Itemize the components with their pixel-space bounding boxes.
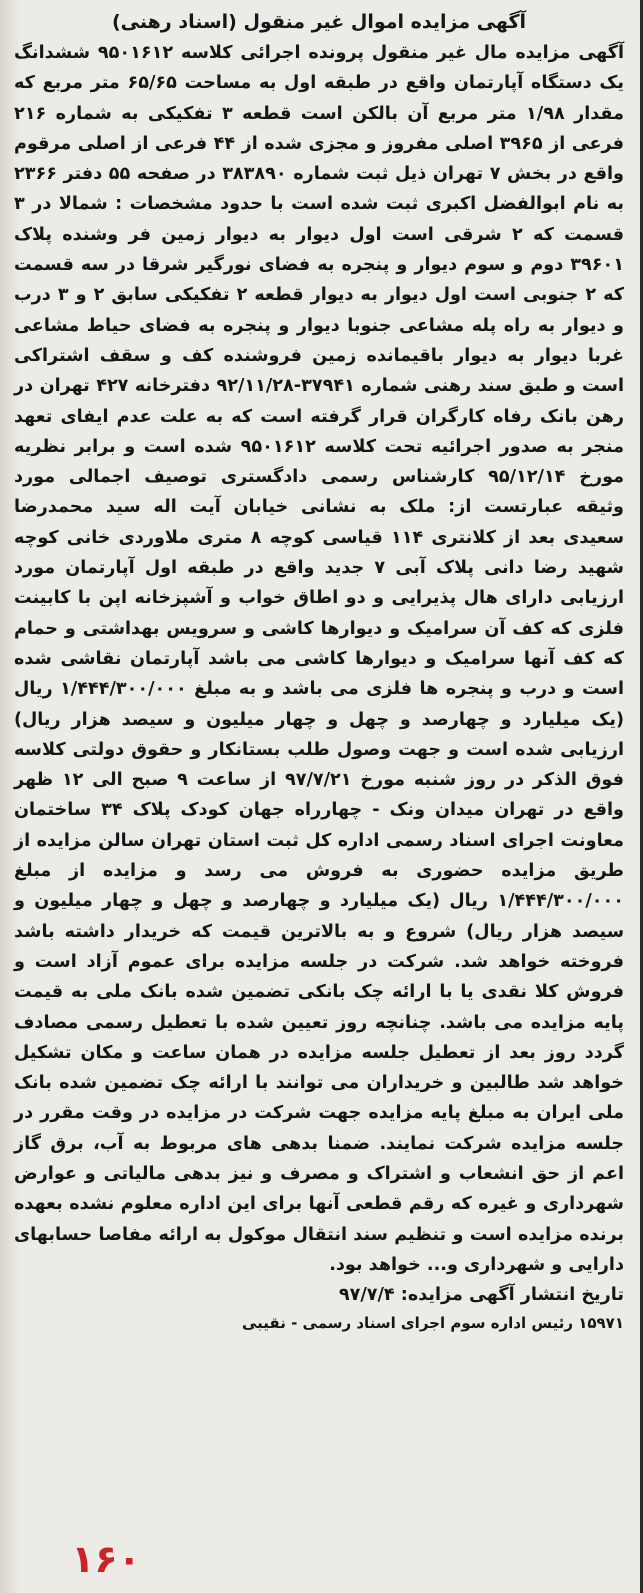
notice-body: آگهی مزایده مال غیر منقول پرونده اجرائی کلاسه ۹۵۰۱۶۱۲ ششدانگ یک دستگاه آپارتمان واقع در طبقه اول به مساحت ۶۵/۶۵ متر مربع که مقدار ۱/۹۸ متر مربع آن بالکن است قطعه ۳ تفکیکی به شماره ۲۱۶ فرعی از ۳۹۶۵ اصلی مفروز و مجزی شده از ۴۴ فرعی از اصلی مرقوم واقع در بخش ۷ تهران ذیل ثبت شماره ۳۸۳۸۹۰ در صفحه ۵۵ دفتر ۲۳۶۶ به نام ابوالفضل اکبری ثبت شده است با حدود مشخصات : شمالا در ۳ قسمت که ۲ شرقی است اول دیوار به دیوار زمین فر وشنده پلاک ۳۹۶۰۱ دوم و سوم دیوار و پنجره به فضای نورگیر شرقا در سه قسمت که ۲ جنوبی است اول دیوار به دیوار قطعه ۲ تفکیکی سابق ۲ و ۳ درب و دیوار به راه پله مشاعی جنوبا دیوار و پنجره به فضای حیاط مشاعی غربا دیوار به دیوار باقیمانده زمین فروشنده کف و سقف اشتراکی است و طبق سند رهنی شماره ۳۷۹۴۱-۹۲/۱۱/۲۸ دفترخانه ۴۲۷ تهران در رهن بانک رفاه کارگران قرار گرفته است که به علت عدم ایفای تعهد منجر به صدور اجرائیه تحت کلاسه ۹۵۰۱۶۱۲ شده است و برابر نظریه مورخ ۹۵/۱۲/۱۴ کارشناس رسمی دادگستری توصیف اجمالی مورد وثیقه عبارتست از: ملک به نشانی خیابان آیت اله سید محمدرضا سعیدی بعد از کلانتری ۱۱۴ قیاسی کوچه ۸ متری ملاوردی خانی کوچه شهید رضا دانی پلاک آبی ۷ جدید واقع در طبقه اول آپارتمان مورد ارزیابی دارای هال پذیرایی و دو اطاق خواب و آشپزخانه اپن با کابینت فلزی که کف آن سرامیک و دیوارها کاشی و سرویس بهداشتی و حمام که کف آنها سرامیک و دیوارها کاشی می باشد آپارتمان نقاشی شده است و درب و پنجره ها فلزی می باشد و به مبلغ ۱/۴۴۴/۳۰۰/۰۰۰ ریال (یک میلیارد و چهارصد و چهل و چهار میلیون و سیصد هزار ریال) ارزیابی شده است و جهت وصول طلب بستانکار و حقوق دولتی کلاسه فوق الذکر در روز شنبه مورخ ۹۷/۷/۲۱ از ساعت ۹ صبح الی ۱۲ ظهر واقع در تهران میدان ونک - چهارراه جهان کودک پلاک ۳۴ ساختمان معاونت اجرای اسناد رسمی اداره کل ثبت استان تهران سالن مزایده از طریق مزایده حضوری به فروش می رسد و مزایده از مبلغ ۱/۴۴۴/۳۰۰/۰۰۰ ریال (یک میلیارد و چهارصد و چهل و چهار میلیون و سیصد هزار ریال) شروع و به بالاترین قیمت که خریدار داشته باشد فروخته خواهد شد. شرکت در جلسه مزایده برای عموم آزاد است و فروش کلا نقدی یا با ارائه چک بانکی تضمین شده بانک ملی به قیمت پایه مزایده می باشد. چنانچه روز تعیین شده با تعطیل رسمی مصادف گردد روز بعد از تعطیل جلسه مزایده در همان ساعت و مکان تشکیل خواهد شد طالبین و خریداران می توانند با ارائه چک تضمین شده بانک ملی ایران به مبلغ پایه مزایده جهت شرکت در مزایده در وقت مقرر در جلسه مزایده شرکت نمایند. ضمنا بدهی های مربوط به آب، برق گاز اعم از حق انشعاب و اشتراک و مصرف و نیز بدهی مالیاتی و عوارض شهرداری و غیره که رقم قطعی آنها برای این اداره معلوم نشده بعهده برنده مزایده است و تنظیم سند انتقال موکول به ارائه مفاصا حسابهای دارایی و شهرداری و... خواهد بود. bbox=[14, 43, 624, 1275]
auction-notice bbox=[14, 8, 624, 1573]
signature-line: ۱۵۹۷۱ رئیس اداره سوم اجرای اسناد رسمی - نقیبی bbox=[242, 1314, 624, 1333]
publish-date: تاریخ انتشار آگهی مزایده: ۹۷/۷/۴ bbox=[338, 1285, 624, 1306]
notice-title: آگهی مزایده اموال غیر منقول (اسناد رهنی) bbox=[111, 11, 527, 33]
handwritten-mark: ۱۶۰ bbox=[71, 1537, 141, 1581]
